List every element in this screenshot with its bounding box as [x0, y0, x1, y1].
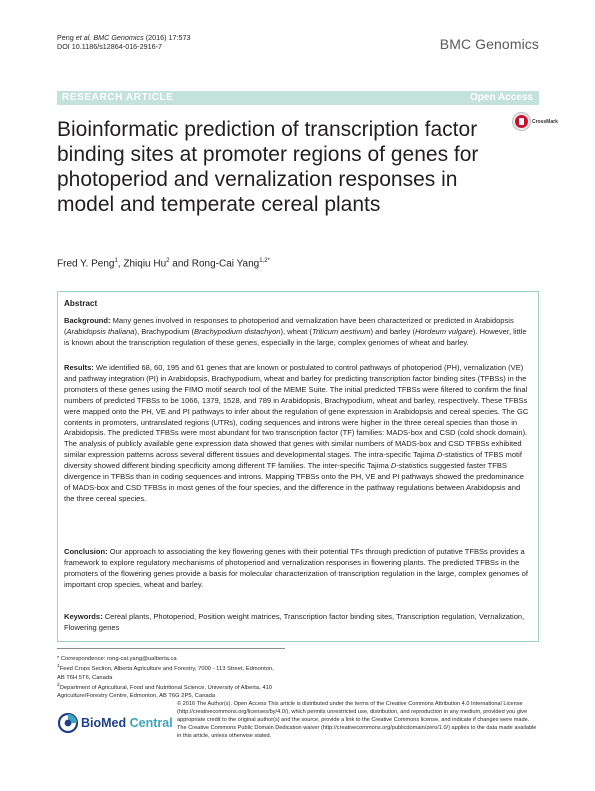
author-affiliation-sup: 1 [114, 258, 118, 264]
citation-header [57, 33, 190, 51]
abstract-heading: Abstract [64, 299, 98, 308]
author-affiliation-sup: 2 [166, 258, 170, 264]
species-name: Hordeum vulgare [414, 326, 473, 336]
statistic-symbol: D [436, 450, 443, 460]
publisher-name [81, 716, 173, 730]
background-text: ). However, little is known about the transcription regulation of these genes, especially in the large, complex genomes of wheat and barley. [64, 326, 527, 347]
background-text: ), Brachypodium ( [134, 326, 195, 336]
affiliation-text: Department of Agricultural, Food and Nutritional Science, University of Alberta, 410 Agriculture/Forestry Centre, Edmonton, AB T6G 2P5, Canada [57, 685, 273, 700]
biomed-central-logo [58, 713, 173, 735]
publisher-name-bold: BioMed [81, 716, 127, 730]
results-label: Results: [64, 363, 94, 372]
conclusion-label: Conclusion: [64, 547, 108, 556]
results-text: -statistics of TFBS motif diversity showed different binding specificity among different TF families. The inter-specific Tajima [64, 450, 522, 471]
author-separator: and [169, 258, 192, 270]
affiliation-text: Feed Crops Section, Alberta Agriculture and Forestry, 7000 - 113 Street, Edmonton, AB T6H 5T6, Canada [57, 666, 274, 681]
species-name: Arabidopsis thaliana [66, 326, 135, 336]
doi-line[interactable]: DOI 10.1186/s12864-016-2916-7 [57, 42, 162, 51]
results-text: -statistics suggested faster TFBS divergence in TFBSs than in coding sequences and introns. Mapping TFBSs onto the PH, VE and PI pathways showed the predominance of MADS-box and CSD TFBSs in most genes of the four species, and the difference in the pathway regulations between Arabidopsis and the three cereal species. [64, 461, 524, 503]
publisher-name-light: Central [126, 716, 173, 730]
background-text: Many genes involved in responses to photoperiod and vernalization have been characterized or predicted in Arabidopsis ( [64, 316, 514, 336]
open-access-label: Open Access [470, 92, 533, 103]
footnotes [57, 655, 282, 701]
license-statement: © 2016 The Author(s). Open Access This article is distributed under the terms of the Creative Commons Attribution 4.0 International License (http://creativecommons.org/licenses/by/4.0/), which permits unrestricted use, distribution, and reproduction in any medium, provided you give appropriate credit to the original author(s) and the source, provide a link to the Creative Commons license, and indicate if changes were made. The Creative Commons Public Domain Dedication waiver (http://creativecommons.org/publicdomain/zero/1.0/) applies to the data made available in this article, unless otherwise stated. [177, 701, 537, 739]
article-type-label: RESEARCH ARTICLE [62, 92, 174, 103]
results-text: We identified 68, 60, 195 and 61 genes that are known or postulated to control pathways of photoperiod (PH), vernalization (VE) and pathway integration (PI) in Arabidopsis, Brachypodium, wheat and barley for predicting transcription factor binding sites (TFBSs) in the promoters of these genes using the FIMO motif search tool of the MEME Suite. The initial predicted TFBSs were filtered to confirm the final numbers of predicted TFBSs to be 1066, 1379, 1528, and 789 in Arabidopsis, Brachypodium, wheat and barley, respectively. These TFBSs were mapped onto the PH, VE and PI pathways to infer about the regulation of gene expression in Arabidopsis and cereal species. The GC contents in promoters, untranslated regions (UTRs), coding sequences and introns were higher in the three cereal species than those in Arabidopsis. The predicted TFBSs were most abundant for two transcription factor (TF) families: MADS-box and CSD (cold shock domain). The analysis of publicly available gene expression data showed that genes with similar numbers of MADS-box and CSD TFBSs exhibited similar expression patterns across several different tissues and developmental stages. The intra-specific Tajima [64, 363, 529, 460]
species-name: Triticum aestivum [311, 326, 371, 336]
conclusion-text: Our approach to associating the key flowering genes with their potential TFs through prediction of putative TFBSs provides a framework to explore regulatory mechanisms of photoperiod and vernalization responses in flowering plants. The predicted TFBSs in the promoters of the flowering genes provide a basis for molecular characterization of transcription regulation in the large, complex genomes of important crop species, wheat and barley. [64, 547, 528, 589]
article-type-banner [57, 91, 539, 105]
crossmark-label: CrossMark [532, 119, 558, 125]
abstract-results [64, 363, 532, 505]
citation-line-1 [57, 33, 190, 42]
citation-authors: Peng [57, 33, 76, 42]
footnote-divider [57, 648, 285, 649]
abstract-box [57, 291, 539, 642]
abstract-background [64, 316, 532, 349]
crossmark-badge[interactable] [513, 113, 563, 135]
author-name[interactable]: Fred Y. Peng [57, 258, 115, 270]
abstract-conclusion [64, 547, 532, 591]
journal-name: BMC Genomics [439, 36, 539, 52]
background-text: ), wheat ( [280, 326, 312, 336]
keywords-text: Cereal plants, Photoperiod, Position weight matrices, Transcription factor binding sites, Transcription regulation, Vernalization, Flowering genes [64, 612, 525, 632]
background-text: ) and barley ( [370, 326, 415, 336]
affiliation-2 [57, 682, 282, 701]
biomed-central-logo-icon [58, 713, 78, 733]
species-name: Brachypodium distachyon [194, 326, 281, 336]
author-name[interactable]: Rong-Cai Yang [191, 258, 260, 270]
affiliation-1 [57, 663, 282, 682]
statistic-symbol: D [390, 461, 397, 471]
citation-journal: et al. BMC Genomics [75, 33, 144, 42]
keywords-label: Keywords: [64, 612, 103, 621]
crossmark-icon [513, 113, 530, 130]
author-separator: , [117, 258, 124, 270]
background-label: Background: [64, 316, 111, 325]
correspondence-note[interactable]: * Correspondence: rong-cai.yang@ualberta.ca [57, 656, 177, 662]
affiliation-sup: 2 [57, 683, 60, 689]
citation-volume: (2016) 17:573 [143, 33, 191, 42]
affiliation-sup: 1 [57, 664, 60, 670]
abstract-keywords [64, 612, 532, 634]
article-title: Bioinformatic prediction of transcription factor binding sites at promoter regions of genes for photoperiod and vernalization responses in model and temperate cereal plants [57, 118, 479, 216]
author-list [57, 258, 270, 269]
author-name[interactable]: Zhiqiu Hu [123, 258, 167, 270]
author-affiliation-sup: 1,2* [259, 258, 270, 264]
